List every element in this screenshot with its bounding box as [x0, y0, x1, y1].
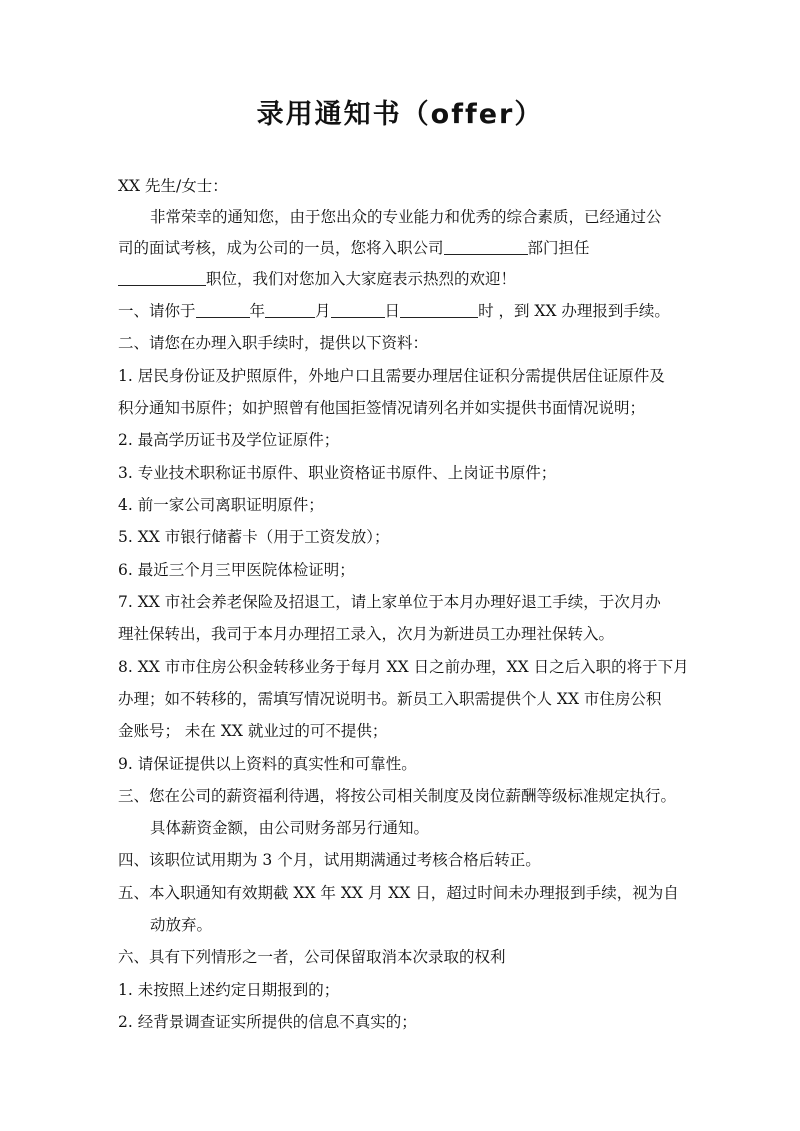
list-item-3: 3. 专业技术职称证书原件、职业资格证书原件、上岗证书原件； [118, 464, 557, 482]
list-item-5: 5. XX 市银行储蓄卡（用于工资发放）； [118, 528, 390, 546]
month-label: 月 [315, 302, 331, 320]
report-prefix: 一、请你于 [118, 302, 196, 320]
section-6-item-1: 1. 未按照上述约定日期报到的； [118, 981, 340, 999]
section-6-item-2: 2. 经背景调查证实所提供的信息不真实的； [118, 1013, 417, 1031]
section-3-line-1: 三、您在公司的薪资福利待遇，将按公司相关制度及岗位薪酬等级标准规定执行。 [118, 787, 677, 805]
list-item-4: 4. 前一家公司离职证明原件； [118, 496, 324, 514]
intro-line-3 [118, 269, 516, 289]
list-item-1b: 积分通知书原件；如护照曾有他国拒签情况请列名并如实提供书面情况说明； [118, 399, 646, 417]
section-5-line-2: 动放弃。 [150, 916, 213, 934]
year-label: 年 [249, 302, 266, 320]
list-item-9: 9. 请保证提供以上资料的真实性和可靠性。 [118, 755, 417, 773]
hour-blank[interactable] [400, 301, 478, 318]
list-item-6: 6. 最近三个月三甲医院体检证明； [118, 561, 355, 579]
section-5-line-1: 五、本入职通知有效期截 XX 年 XX 月 XX 日，超过时间未办理报到手续，视为自 [118, 884, 679, 902]
list-item-1a: 1. 居民身份证及护照原件，外地户口且需要办理居住证积分需提供居住证原件及 [118, 367, 665, 385]
month-blank[interactable] [265, 301, 315, 318]
intro-line-1: 非常荣幸的通知您，由于您出众的专业能力和优秀的综合素质，已经通过公 [150, 208, 662, 226]
list-item-7a: 7. XX 市社会养老保险及招退工，请上家单位于本月办理好退工手续，于次月办 [118, 593, 661, 611]
department-blank[interactable] [444, 238, 528, 255]
section-2-title: 二、请您在办理入职手续时，提供以下资料： [118, 334, 429, 352]
list-item-8b: 办理；如不转移的，需填写情况说明书。新员工入职需提供个人 XX 市住房公积 [118, 690, 662, 708]
section-4: 四、该职位试用期为 3 个月，试用期满通过考核合格后转正。 [118, 851, 541, 869]
intro-line-3-text: 职位，我们对您加入大家庭表示热烈的欢迎！ [206, 270, 517, 288]
section-6-title: 六、具有下列情形之一者，公司保留取消本次录取的权利 [118, 948, 506, 966]
list-item-8a: 8. XX 市市住房公积金转移业务于每月 XX 日之前办理，XX 日之后入职的将于下月 [118, 658, 689, 676]
day-label: 日 [384, 302, 401, 320]
greeting: XX 先生/女士： [118, 177, 228, 195]
position-blank[interactable] [118, 269, 206, 286]
intro-line-2-tail: 部门担任 [527, 239, 590, 257]
year-blank[interactable] [196, 301, 250, 318]
intro-line-2-text: 司的面试考核，成为公司的一员，您将入职公司 [118, 239, 444, 257]
report-date-line [118, 301, 670, 321]
section-3-line-2: 具体薪资金额，由公司财务部另行通知。 [150, 819, 430, 837]
report-suffix: 时 ，到 XX 办理报到手续。 [478, 302, 670, 320]
list-item-7b: 理社保转出，我司于本月办理招工录入，次月为新进员工办理社保转入。 [118, 625, 615, 643]
intro-line-2 [118, 238, 590, 258]
list-item-2: 2. 最高学历证书及学位证原件； [118, 431, 340, 449]
day-blank[interactable] [331, 301, 385, 318]
list-item-8c: 金账号； 未在 XX 就业过的可不提供； [118, 722, 388, 740]
document-title: 录用通知书（offer） [256, 99, 544, 130]
